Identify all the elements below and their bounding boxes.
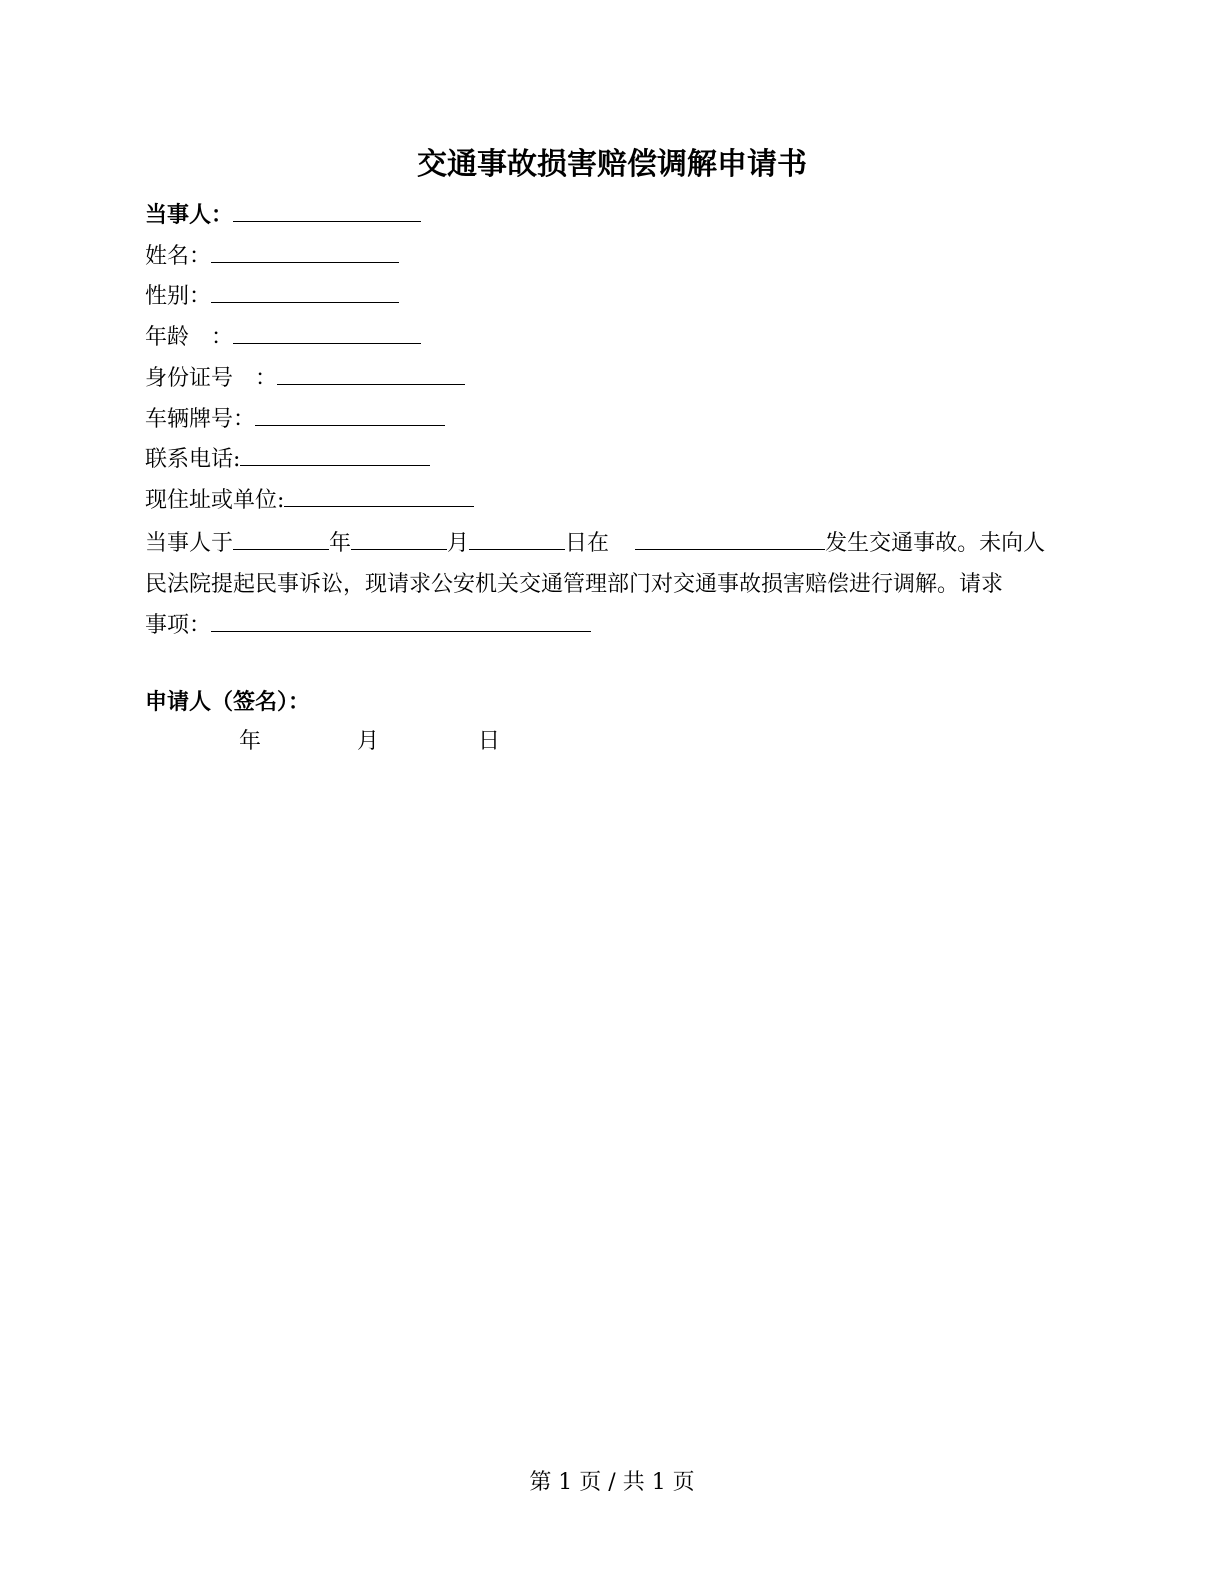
age-blank[interactable]	[233, 321, 421, 344]
month-blank[interactable]	[351, 527, 447, 550]
request-items-blank[interactable]	[211, 609, 591, 632]
address-label: 现住址或单位:	[145, 488, 285, 513]
applicant-signature	[145, 687, 310, 717]
location-blank[interactable]	[635, 527, 825, 550]
gender-blank[interactable]	[211, 280, 399, 303]
signature-month: 月	[357, 729, 380, 754]
day-at-text: 日在	[565, 531, 610, 556]
party-label: 当事人：	[145, 202, 234, 228]
phone-label: 联系电话:	[145, 447, 241, 472]
gender-field	[145, 280, 399, 312]
name-label: 姓名：	[145, 244, 212, 269]
party-blank[interactable]	[233, 199, 421, 222]
name-field	[145, 240, 399, 272]
signature-day: 日	[478, 729, 501, 754]
phone-field	[145, 443, 430, 475]
name-blank[interactable]	[211, 240, 399, 263]
year-blank[interactable]	[233, 527, 329, 550]
statement-suffix: 发生交通事故。未向人	[825, 531, 1046, 556]
address-blank[interactable]	[284, 484, 474, 507]
request-items-label: 事项：	[145, 613, 212, 638]
plate-number-blank[interactable]	[255, 403, 445, 426]
day-blank[interactable]	[469, 527, 565, 550]
plate-number-label: 车辆牌号：	[145, 407, 256, 432]
id-number-blank[interactable]	[277, 362, 465, 385]
page-footer: 第 1 页 / 共 1 页	[529, 1470, 695, 1495]
id-number-label: 身份证号 ：	[145, 366, 278, 391]
statement-line-3	[145, 605, 1075, 646]
document-title: 交通事故损害赔偿调解申请书	[417, 147, 807, 182]
plate-number-field	[145, 403, 445, 435]
address-field	[145, 484, 474, 516]
party-field	[145, 199, 421, 230]
year-text: 年	[329, 531, 352, 556]
statement-prefix: 当事人于	[145, 531, 234, 556]
month-text: 月	[447, 531, 470, 556]
statement-line-1	[145, 523, 1075, 564]
statement-paragraph	[145, 523, 1075, 646]
id-number-field	[145, 362, 465, 394]
age-field	[145, 321, 421, 353]
gender-label: 性别：	[145, 284, 212, 309]
applicant-signature-label: 申请人（签名）：	[145, 689, 311, 715]
age-label: 年龄 ：	[145, 325, 234, 350]
phone-blank[interactable]	[240, 443, 430, 466]
statement-line-2: 民法院提起民事诉讼，现请求公安机关交通管理部门对交通事故损害赔偿进行调解。请求	[145, 572, 1004, 597]
signature-year: 年	[239, 729, 262, 754]
